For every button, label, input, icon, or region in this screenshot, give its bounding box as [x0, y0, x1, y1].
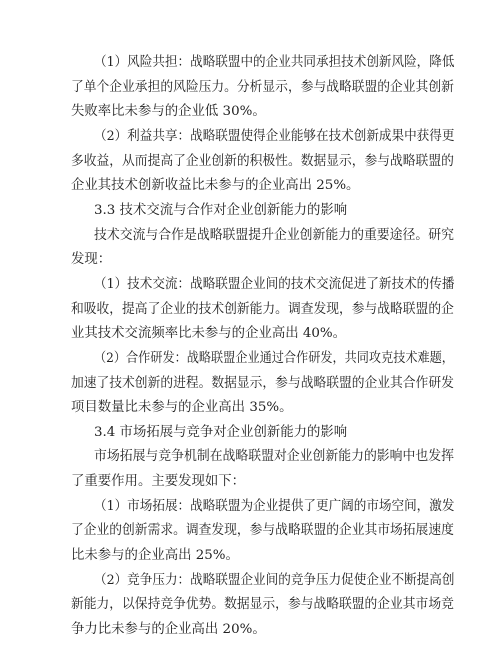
paragraph-1-line-3: 失败率比未参与的企业低 30%。: [71, 104, 266, 120]
paragraph-8-line-3: 争力比未参与的企业高出 20%。: [71, 622, 266, 637]
paragraph-4-line-1: （1）技术交流：战略联盟企业间的技术交流促进了新技术的传播: [94, 276, 455, 292]
paragraph-3-line-1: 技术交流与合作是战略联盟提升企业创新能力的重要途径。研究: [94, 227, 454, 243]
paragraph-7-line-3: 比未参与的企业高出 25%。: [71, 548, 239, 563]
paragraph-5-line-1: （2）合作研发：战略联盟企业通过合作研发，共同攻克技术难题，: [94, 350, 454, 366]
paragraph-4-line-3: 业其技术交流频率比未参与的企业高出 40%。: [71, 326, 347, 342]
paragraph-5-line-3: 项目数量比未参与的企业高出 35%。: [71, 400, 293, 416]
section-heading-3-4: 3.4 市场拓展与竞争对企业创新能力的影响: [94, 424, 348, 440]
paragraph-2-line-1: （2）利益共享：战略联盟使得企业能够在技术创新成果中获得更: [94, 129, 455, 144]
paragraph-5-line-2: 加速了技术创新的进程。数据显示，参与战略联盟的企业其合作研发: [71, 375, 454, 391]
paragraph-6-line-2: 了重要作用。主要发现如下：: [71, 474, 246, 490]
paragraph-4-line-2: 和吸收，提高了企业的技术创新能力。调查发现，参与战略联盟的企: [71, 301, 454, 317]
paragraph-1-line-1: （1）风险共担：战略联盟中的企业共同承担技术创新风险，降低: [94, 55, 455, 70]
paragraph-1-line-2: 了单个企业承担的风险压力。分析显示，参与战略联盟的企业其创新: [71, 79, 454, 95]
paragraph-2-line-3: 企业其技术创新收益比未参与的企业高出 25%。: [71, 178, 360, 194]
paragraph-8-line-1: （2）竞争压力：战略联盟企业间的竞争压力促使企业不断提高创: [94, 572, 455, 588]
paragraph-7-line-2: 了企业的创新需求。调查发现，参与战略联盟的企业其市场拓展速度: [71, 523, 454, 539]
paragraph-7-line-1: （1）市场拓展：战略联盟为企业提供了更广阔的市场空间，激发: [94, 498, 455, 514]
paragraph-6-line-1: 市场拓展与竞争机制在战略联盟对企业创新能力的影响中也发挥: [94, 449, 454, 465]
paragraph-2-line-2: 多收益，从而提高了企业创新的积极性。数据显示，参与战略联盟的: [71, 153, 454, 169]
paragraph-3-line-2: 发现：: [71, 252, 112, 268]
paragraph-8-line-2: 新能力，以保持竞争优势。数据显示，参与战略联盟的企业其市场竞: [71, 597, 454, 613]
section-heading-3-3: 3.3 技术交流与合作对企业创新能力的影响: [94, 202, 348, 218]
